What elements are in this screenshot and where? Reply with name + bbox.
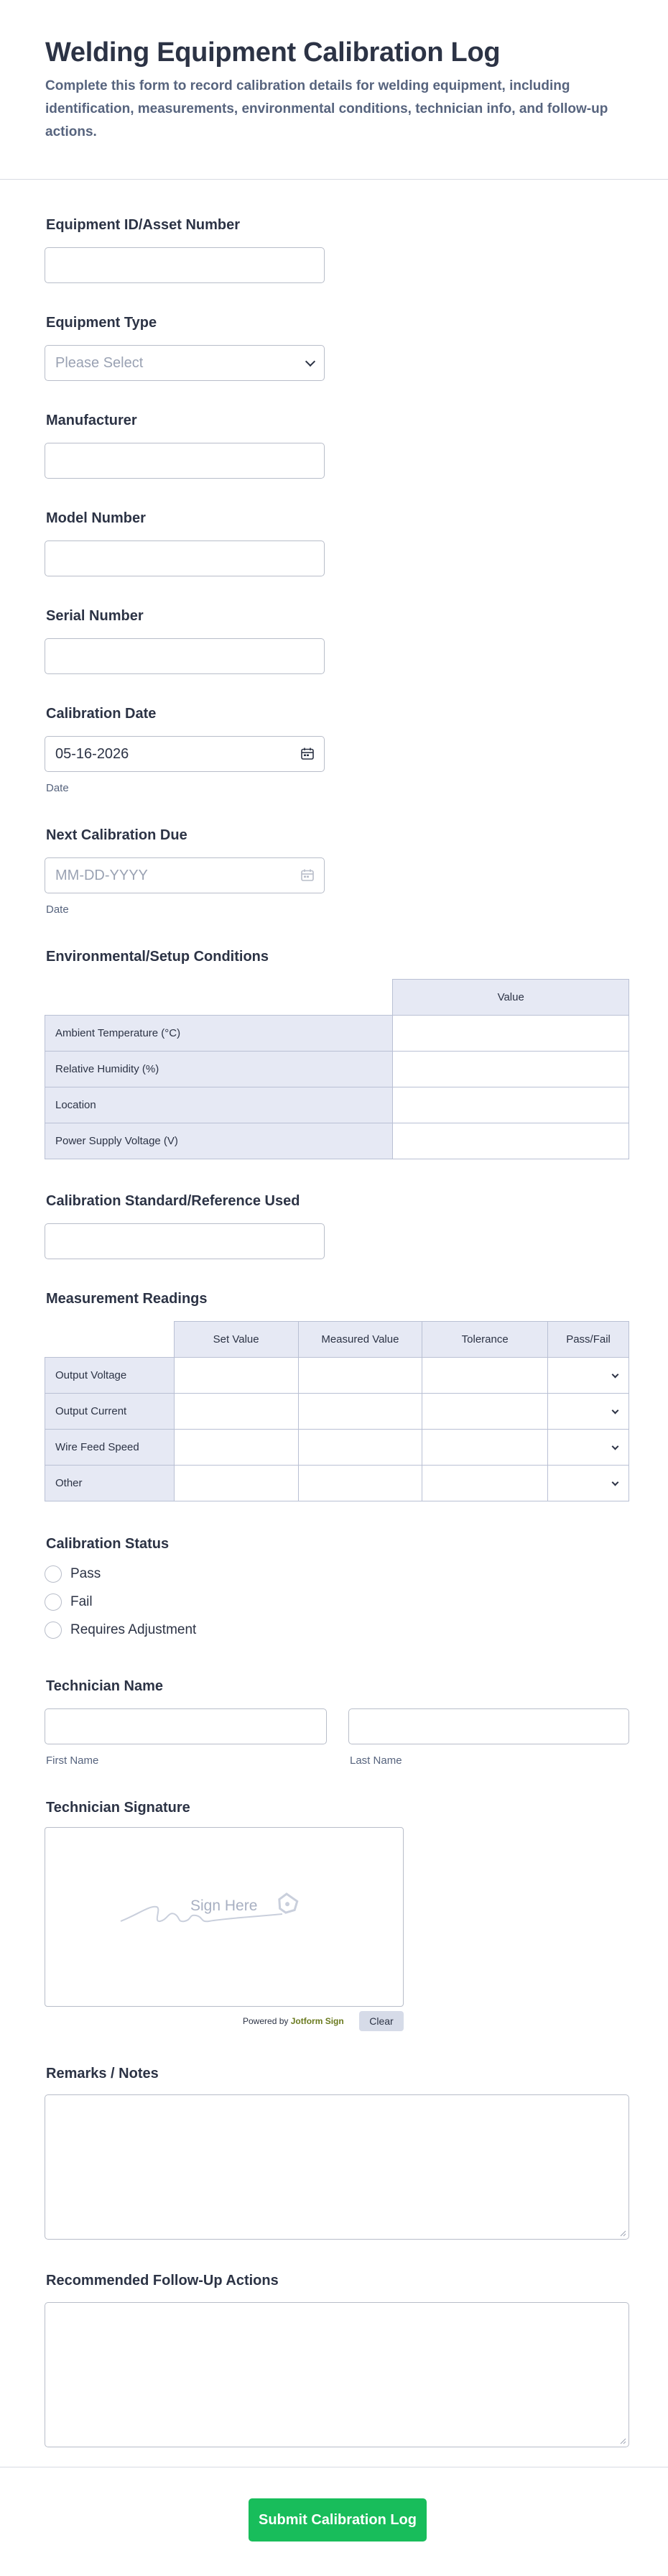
column-header: Value [393,980,629,1016]
powered-prefix: Powered by [243,2016,289,2026]
first-name-sublabel: First Name [46,1754,99,1767]
form-header [0,0,668,180]
chevron-down-icon [612,1479,619,1486]
equipment-id-label: Equipment ID/Asset Number [46,217,241,233]
next-due-sublabel: Date [46,903,69,916]
pass-fail-select[interactable] [548,1358,629,1394]
radio-label: Fail [70,1594,93,1609]
next-due-label: Next Calibration Due [46,827,187,843]
manufacturer-input[interactable] [45,443,325,479]
chevron-down-icon [305,356,315,367]
row-header: Output Voltage [45,1358,175,1394]
calendar-icon[interactable] [301,748,314,760]
clear-signature-button[interactable]: Clear [359,2011,404,2031]
calibration-status-label: Calibration Status [46,1536,170,1552]
chevron-down-icon [612,1371,619,1379]
chevron-down-icon [612,1407,619,1414]
pass-fail-select[interactable] [548,1430,629,1466]
row-header: Other [45,1466,175,1501]
calibration-date-sublabel: Date [46,782,69,794]
resize-grip-icon[interactable] [619,2437,626,2444]
remarks-label: Remarks / Notes [46,2066,159,2082]
radio-button[interactable] [45,1622,62,1639]
last-name-input[interactable] [348,1708,629,1744]
last-name-sublabel: Last Name [350,1754,402,1767]
env-value-cell[interactable] [393,1087,629,1123]
column-header: Set Value [174,1322,298,1358]
submit-button[interactable]: Submit Calibration Log [249,2498,427,2542]
model-number-label: Model Number [46,510,146,526]
equipment-type-placeholder: Please Select [55,354,144,371]
tolerance-cell[interactable] [422,1358,548,1394]
signature-label: Technician Signature [46,1800,190,1816]
measured-value-cell[interactable] [298,1430,422,1466]
calendar-icon[interactable] [301,869,314,881]
radio-label: Requires Adjustment [70,1622,197,1637]
serial-number-input[interactable] [45,638,325,674]
radio-button[interactable] [45,1593,62,1611]
env-conditions-table [45,979,629,1159]
equipment-id-input[interactable] [45,247,325,283]
calibration-date-value: 05-16-2026 [55,745,129,762]
status-option-pass[interactable] [45,1565,101,1583]
set-value-cell[interactable] [174,1430,298,1466]
next-due-input[interactable] [45,857,325,893]
chevron-down-icon [612,1443,619,1450]
calibration-date-input[interactable] [45,736,325,772]
column-header: Measured Value [298,1322,422,1358]
technician-name-label: Technician Name [46,1678,164,1694]
powered-brand-link[interactable]: Jotform Sign [290,2016,344,2026]
row-header: Output Current [45,1394,175,1430]
row-header: Power Supply Voltage (V) [45,1123,393,1159]
followup-label: Recommended Follow-Up Actions [46,2273,279,2288]
equipment-type-select[interactable] [45,345,325,381]
form-description: Complete this form to record calibration details for welding equipment, including identification, measurements, environmental conditions, technician info, and follow-up actions. [45,78,608,139]
radio-label: Pass [70,1566,101,1581]
serial-number-label: Serial Number [46,608,144,624]
first-name-input[interactable] [45,1708,327,1744]
radio-button[interactable] [45,1565,62,1583]
followup-textarea[interactable] [45,2302,629,2447]
row-header: Relative Humidity (%) [45,1052,393,1087]
next-due-placeholder: MM-DD-YYYY [55,867,148,883]
tolerance-cell[interactable] [422,1394,548,1430]
manufacturer-label: Manufacturer [46,413,137,428]
pass-fail-select[interactable] [548,1466,629,1501]
env-conditions-label: Environmental/Setup Conditions [46,949,269,965]
pass-fail-select[interactable] [548,1394,629,1430]
measured-value-cell[interactable] [298,1394,422,1430]
row-header: Location [45,1087,393,1123]
env-value-cell[interactable] [393,1123,629,1159]
set-value-cell[interactable] [174,1394,298,1430]
resize-grip-icon[interactable] [619,2230,626,2237]
set-value-cell[interactable] [174,1466,298,1501]
status-option-requires-adjustment[interactable] [45,1622,196,1639]
env-value-cell[interactable] [393,1016,629,1052]
remarks-textarea[interactable] [45,2094,629,2240]
powered-by [243,2016,344,2026]
signature-hint: Sign Here [190,1898,258,1914]
model-number-input[interactable] [45,540,325,576]
measured-value-cell[interactable] [298,1466,422,1501]
calibration-standard-label: Calibration Standard/Reference Used [46,1193,300,1209]
row-header: Ambient Temperature (°C) [45,1016,393,1052]
column-header: Tolerance [422,1322,548,1358]
calibration-date-label: Calibration Date [46,706,157,722]
measurements-table [45,1321,629,1501]
row-header: Wire Feed Speed [45,1430,175,1466]
calibration-standard-input[interactable] [45,1223,325,1259]
signature-pad[interactable] [45,1827,404,2007]
status-option-fail[interactable] [45,1593,93,1611]
tolerance-cell[interactable] [422,1466,548,1501]
column-header: Pass/Fail [548,1322,629,1358]
tolerance-cell[interactable] [422,1430,548,1466]
equipment-type-label: Equipment Type [46,315,157,331]
set-value-cell[interactable] [174,1358,298,1394]
measurements-label: Measurement Readings [46,1291,208,1307]
env-value-cell[interactable] [393,1052,629,1087]
form-title: Welding Equipment Calibration Log [45,37,501,68]
measured-value-cell[interactable] [298,1358,422,1394]
